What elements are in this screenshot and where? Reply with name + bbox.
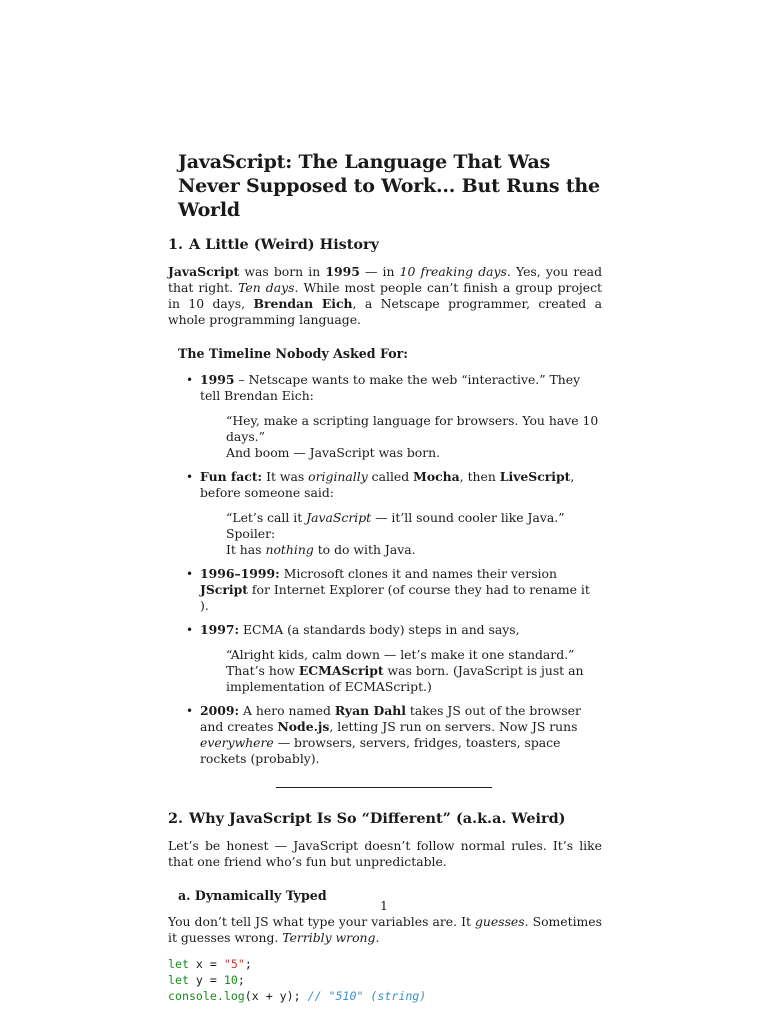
text-run: “Let’s call it (226, 510, 307, 525)
quote-block (226, 647, 602, 695)
document-title: JavaScript: The Language That Was Never Supposed to Work... But Runs the World (178, 151, 600, 221)
text-run: A hero named (239, 703, 335, 718)
section-title: Why JavaScript Is So “Different” (a.k.a. Weird) (189, 810, 566, 827)
code-text: y = (188, 973, 224, 987)
bold-term: Fun fact: (200, 469, 263, 484)
list-item (168, 469, 602, 558)
list-item (168, 622, 602, 695)
bold-term: Ryan Dahl (334, 703, 406, 718)
text-run: – Netscape wants to make the web “interactive.” They tell Brendan Eich: (200, 372, 581, 403)
section-title: A Little (Weird) History (189, 236, 379, 253)
code-comment: // "510" (string) (307, 989, 427, 1003)
timeline-list (168, 372, 602, 767)
timeline-heading: The Timeline Nobody Asked For: (178, 346, 408, 361)
list-item (168, 703, 602, 767)
code-function: console.log (168, 989, 245, 1003)
text-run: It was (262, 469, 309, 484)
code-text: ; (237, 973, 245, 987)
text-run: to do with Java. (313, 542, 416, 557)
code-line (168, 973, 245, 987)
code-keyword: let (168, 957, 189, 971)
bold-term: JavaScript (168, 264, 240, 279)
page-number: 1 (380, 898, 388, 913)
italic-term: everywhere (200, 735, 274, 750)
text-run: . Yes, you read that right. (168, 264, 602, 295)
code-block (168, 956, 602, 1004)
section-heading-different (168, 810, 602, 828)
text-run: — it’ll sound cooler like Java.” Spoiler: (226, 510, 565, 541)
bold-term: Node.js (277, 719, 330, 734)
bold-term: ECMAScript (298, 663, 384, 678)
italic-term: nothing (265, 542, 314, 557)
text-run: was born. (JavaScript is just an implementation of ECMAScript.) (226, 663, 584, 694)
list-item (168, 566, 602, 614)
italic-term: Ten days (238, 280, 295, 295)
section-number: 2. (168, 810, 184, 827)
italic-term: Terribly wrong (282, 930, 376, 945)
quote-line: And boom — JavaScript was born. (226, 445, 441, 460)
text-run: was born in (239, 264, 326, 279)
bold-term: JScript (200, 582, 248, 597)
quote-block (226, 413, 602, 461)
text-run: . (375, 930, 380, 945)
text-run: for Internet Explorer (of course they had to rename it ). (200, 582, 590, 613)
bold-term: 1995 (200, 372, 235, 387)
text-run: Microsoft clones it and names their version (279, 566, 557, 581)
text-run: takes JS out of the browser and creates (200, 703, 581, 734)
section-divider (276, 787, 492, 788)
bold-term: 1997: (200, 622, 240, 637)
bullet-icon: • (186, 470, 194, 484)
code-string: "5" (223, 957, 245, 971)
bold-term: Brendan Eich (253, 296, 353, 311)
code-text: x = (188, 957, 224, 971)
text-run: “Alright kids, calm down — let’s make it one standard.” That’s how (226, 647, 575, 678)
document-body (168, 150, 602, 1004)
bullet-icon: • (186, 623, 194, 637)
subsection-heading-dynamic: a. Dynamically Typed (178, 888, 327, 903)
code-text: ; (244, 957, 252, 971)
italic-term: JavaScript (306, 510, 372, 525)
history-intro-paragraph (168, 264, 602, 328)
text-run: , a Netscape programmer, created a whole programming language. (168, 296, 602, 327)
italic-term: guesses (474, 914, 525, 929)
code-keyword: let (168, 973, 189, 987)
bold-term: Mocha (413, 469, 460, 484)
bullet-icon: • (186, 373, 194, 387)
bullet-icon: • (186, 704, 194, 718)
text-run: , then (459, 469, 500, 484)
italic-term: 10 freaking days (399, 264, 507, 279)
text-run: . While most people can’t finish a group project in 10 days, (168, 280, 602, 311)
section-heading-history (168, 236, 602, 254)
text-run: You don’t tell JS what type your variables are. It (168, 914, 475, 929)
code-number: 10 (223, 973, 238, 987)
text-run: , before someone said: (200, 469, 575, 500)
bold-term: 1996–1999: (200, 566, 280, 581)
text-run: , letting JS run on servers. Now JS runs (329, 719, 578, 734)
text-run: ECMA (a standards body) steps in and says, (239, 622, 520, 637)
quote-line: “Hey, make a scripting language for browsers. You have 10 days.” (226, 413, 599, 444)
code-line (168, 957, 252, 971)
quote-block (226, 510, 602, 558)
code-text: (x + y); (244, 989, 308, 1003)
bullet-icon: • (186, 567, 194, 581)
different-intro-paragraph: Let’s be honest — JavaScript doesn’t follow normal rules. It’s like that one friend who’s fun but unpredictable. (168, 838, 602, 869)
text-run: — browsers, servers, fridges, toasters, space rockets (probably). (200, 735, 561, 766)
bold-term: 2009: (200, 703, 240, 718)
bold-term: LiveScript (499, 469, 571, 484)
text-run: It has (226, 542, 266, 557)
text-run: . Sometimes it guesses wrong. (168, 914, 602, 945)
section-number: 1. (168, 236, 184, 253)
text-run: — in (359, 264, 400, 279)
bold-term: 1995 (325, 264, 360, 279)
dynamic-typing-paragraph (168, 914, 602, 946)
code-line (168, 989, 426, 1003)
text-run: called (367, 469, 414, 484)
italic-term: originally (308, 469, 368, 484)
list-item (168, 372, 602, 461)
